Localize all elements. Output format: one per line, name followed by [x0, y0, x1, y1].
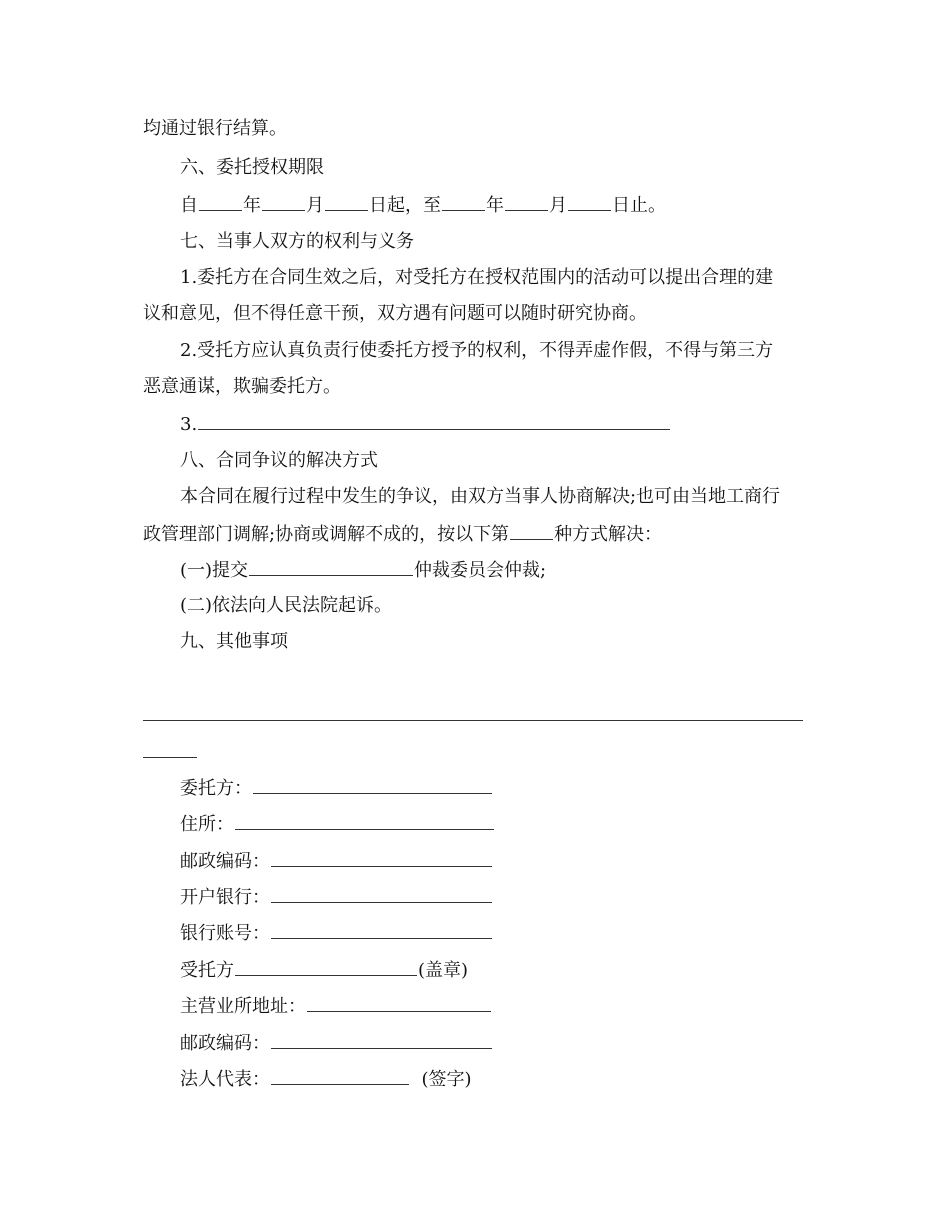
- blank-day-end: [568, 193, 611, 211]
- blank-bank: [271, 885, 492, 903]
- option-1-line: (一)提交 仲裁委员会仲裁;: [180, 560, 547, 581]
- section-heading-6: 六、委托授权期限: [180, 157, 324, 178]
- other-matters-blank-line-2: [143, 757, 197, 758]
- text: 均通过银行结算。: [143, 118, 287, 139]
- blank-postal-code: [271, 849, 492, 867]
- item-1-line-1: 1.委托方在合同生效之后，对受托方在授权范围内的活动可以提出合理的建: [180, 267, 774, 288]
- blank-day-start: [325, 193, 368, 211]
- blank-business-address: [307, 994, 491, 1012]
- paragraph-settlement: [143, 117, 808, 141]
- blank-method-number: [510, 522, 553, 540]
- section-heading-8: 八、合同争议的解决方式: [180, 450, 378, 471]
- item-1-line-2: 议和意见，但不得任意干预，双方遇有问题可以随时研究协商。: [143, 303, 647, 324]
- item-2-line-1: 2.受托方应认真负责行使委托方授予的权利，不得弄虚作假，不得与第三方: [180, 340, 774, 361]
- address-row: 住所：: [180, 812, 845, 836]
- section-heading-9: 九、其他事项: [180, 631, 288, 652]
- blank-principal: [253, 776, 492, 794]
- blank-account: [271, 921, 492, 939]
- option-2-line: (二)依法向人民法院起诉。: [180, 595, 393, 616]
- blank-arbitration-commission: [249, 558, 413, 576]
- blank-agent: [235, 958, 417, 976]
- item-2-line-2: 恶意通谋，欺骗委托方。: [143, 376, 341, 397]
- blank-month-start: [262, 193, 305, 211]
- blank-legal-rep: [271, 1067, 409, 1085]
- principal-row: 委托方：: [180, 776, 845, 800]
- term-line: 自 年 月 日起，至 年 月 日止。: [180, 195, 666, 216]
- other-matters-blank-line-1: [143, 720, 803, 721]
- bank-row: 开户银行：: [180, 885, 845, 909]
- blank-month-end: [505, 193, 548, 211]
- blank-year-end: [442, 193, 485, 211]
- business-address-row: 主营业所地址：: [180, 994, 845, 1018]
- agent-row: 受托方 (盖章): [180, 960, 469, 981]
- dispute-line-1: 本合同在履行过程中发生的争议，由双方当事人协商解决;也可由当地工商行: [180, 486, 781, 507]
- blank-item-3: [198, 412, 670, 430]
- blank-agent-postal-code: [271, 1031, 492, 1049]
- legal-rep-row: 法人代表： (签字): [180, 1069, 472, 1090]
- account-row: 银行账号：: [180, 921, 845, 945]
- postal-code-row: 邮政编码：: [180, 849, 845, 873]
- item-3-line: 3.: [180, 412, 845, 436]
- dispute-line-2: 政管理部门调解;协商或调解不成的，按以下第 种方式解决：: [143, 524, 663, 545]
- agent-postal-code-row: 邮政编码：: [180, 1031, 845, 1055]
- blank-year-start: [199, 193, 242, 211]
- blank-address: [235, 812, 494, 830]
- section-heading-7: 七、当事人双方的权利与义务: [180, 231, 414, 252]
